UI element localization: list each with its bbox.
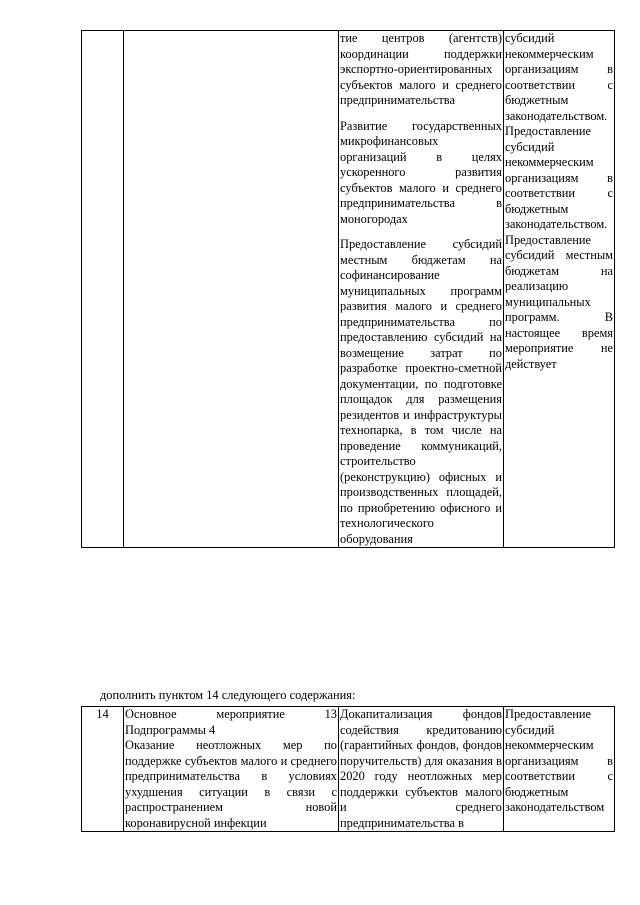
- activity-title: Основное мероприятие 13 Подпрограммы 4: [125, 707, 337, 737]
- cell-content: [339, 31, 504, 548]
- content-paragraph: тие центров (агентств) координации поддержки экспортно-ориентированных субъектов малого и среднего предпринимательства: [340, 31, 502, 107]
- cell-activity-empty: [124, 31, 339, 548]
- continued-table: [81, 30, 615, 548]
- cell-mechanism: [504, 31, 615, 548]
- table-row: [82, 31, 615, 548]
- activity-body: Оказание неотложных мер по поддержке субъектов малого и среднего предпринимательства в условиях ухудшения ситуации в связи с распространением новой коронавирусной инфекции: [125, 738, 337, 830]
- mechanism-paragraph: субсидий некоммерческим организациям в соответствии с бюджетным законодательством.: [505, 31, 613, 123]
- content-paragraph: Докапитализация фондов содействия кредитованию (гарантийных фондов, фондов поручительств) для оказания в 2020 году неотложных мер поддержки субъектов малого и среднего предпринимательства в: [340, 707, 502, 830]
- content-paragraph: Предоставление субсидий местным бюджетам на софинансирование муниципальных программ развития малого и среднего предпринимательства по предоставлению субсидий на возмещение затрат по разработке проектно-сметной документации, по подготовке площадок для размещения резидентов и инфраструктуры технопарка, в том числе на проведение коммуникаций, строительство (реконструкцию) офисных и производственных площадей, по приобретению офисного и технологического оборудования: [340, 237, 502, 546]
- table-row: [82, 707, 615, 832]
- cell-activity: [124, 707, 339, 832]
- cell-content: [339, 707, 504, 832]
- row-number: 14: [82, 707, 124, 832]
- mechanism-paragraph: Предоставление субсидий некоммерческим организациям в соответствии с бюджетным законодательством: [505, 707, 613, 814]
- new-item-table: [81, 706, 615, 832]
- cell-number-empty: [82, 31, 124, 548]
- mechanism-paragraph: Предоставление субсидий некоммерческим организациям в соответствии с бюджетным законодательством.: [505, 124, 613, 231]
- cell-mechanism: [504, 707, 615, 832]
- mechanism-paragraph: Предоставление субсидий местным бюджетам на реализацию муниципальных программ. В настоящее время мероприятие не действует: [505, 232, 613, 371]
- amendment-note: дополнить пунктом 14 следующего содержания:: [100, 688, 356, 702]
- content-paragraph: Развитие государственных микрофинансовых организаций в целях ускоренного развития субъектов малого и среднего предпринимательства в моногородах: [340, 118, 502, 226]
